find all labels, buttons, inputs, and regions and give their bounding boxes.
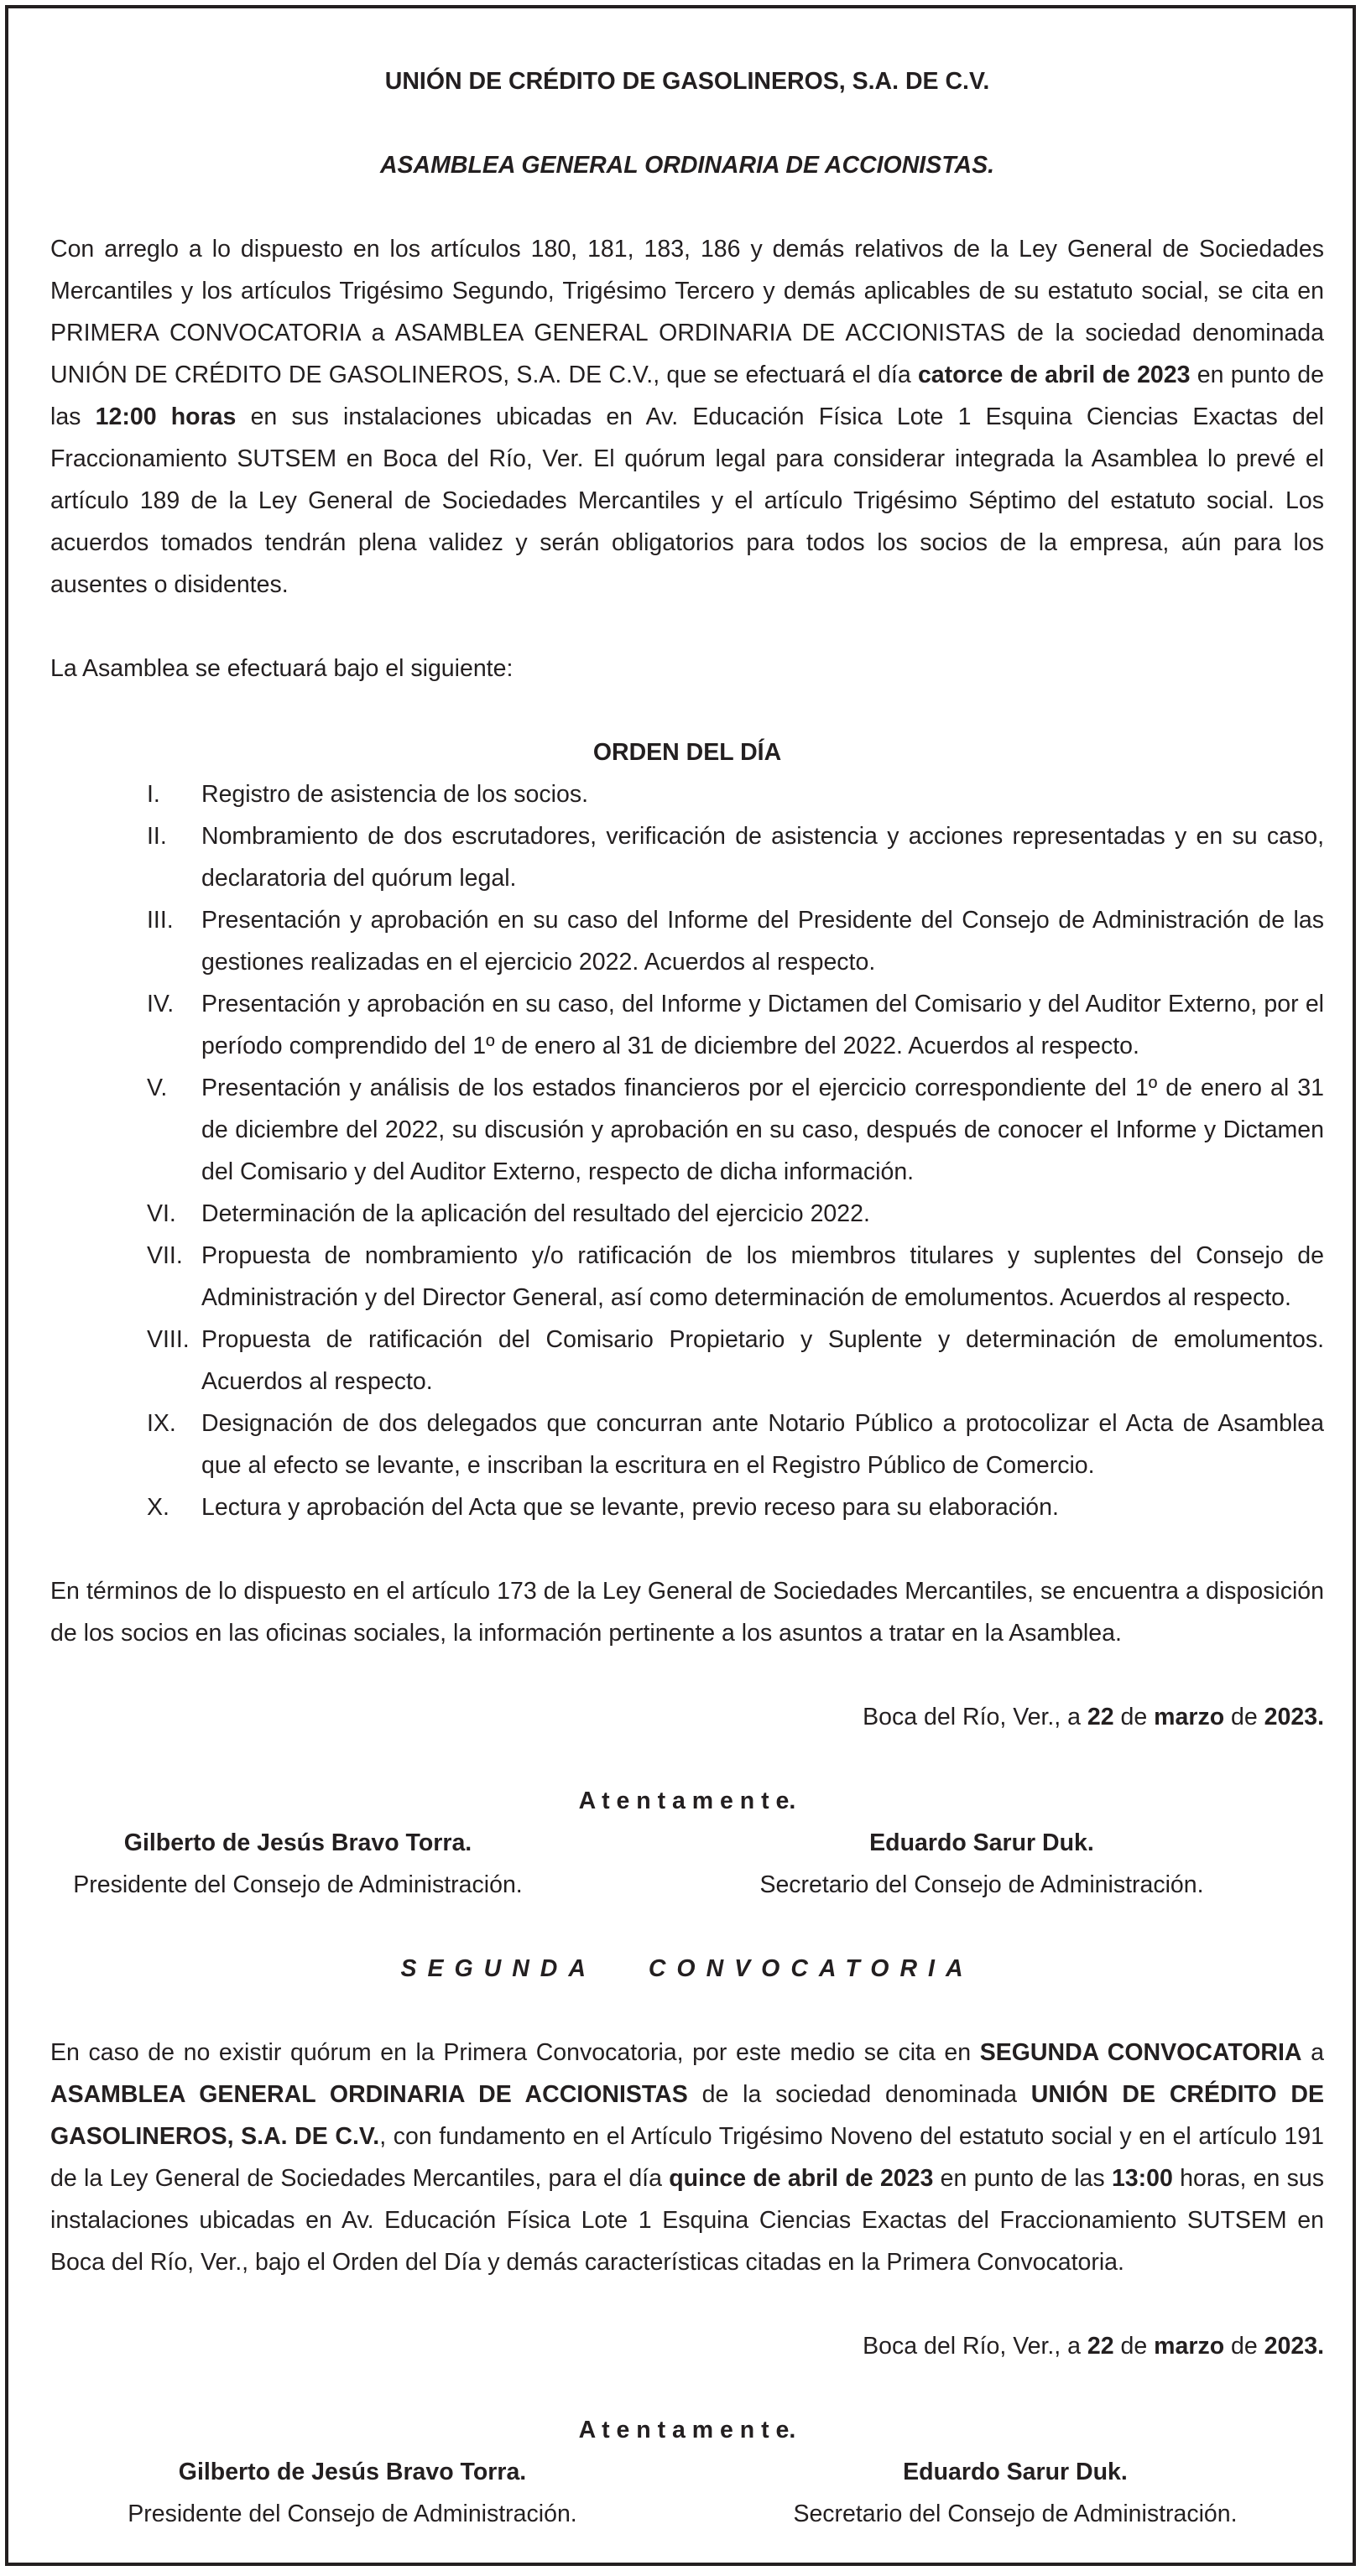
agenda-item-text: Presentación y aprobación en su caso del Informe del Presidente del Consejo de Administración de las gestiones realizadas en el ejercicio 2022. Acuerdos al respecto. — [201, 907, 1324, 976]
agenda-item-number: I. — [147, 781, 160, 808]
agenda-item-text: Nombramiento de dos escrutadores, verificación de asistencia y acciones representadas y en su caso, declaratoria del quórum legal. — [201, 823, 1324, 892]
intro-text-1: Con arreglo a lo dispuesto en los artículos 180, 181, 183, 186 y demás relativos de la Ley General de Sociedades Mercantiles y los artículos Trigésimo Segundo, Trigésimo Tercero y demás aplicables de su estatuto social, se cita en PRIMERA CONVOCATORIA a ASAMBLEA GENERAL ORDINARIA DE ACCIONISTAS de la sociedad denominada UNIÓN DE CRÉDITO DE GASOLINEROS, S.A. DE C.V., que se efectuará el día — [50, 236, 1324, 388]
second-call-text: horas, en sus instalaciones ubicadas en Av. Educación Física Lote 1 Esquina Ciencias Exactas del Fraccionamiento SUTSEM en Boca del Río, Ver., bajo el Orden del Día y demás características citadas en la Primera Convocatoria. — [50, 2165, 1324, 2276]
signer-role: Secretario del Consejo de Administración. — [759, 1871, 1204, 1898]
second-call-paragraph — [50, 2032, 1324, 2283]
place-date-sep: de — [1113, 2333, 1155, 2360]
agenda-item — [50, 1402, 1324, 1486]
second-call-date: quince de abril de 2023 — [669, 2165, 934, 2192]
agenda-item — [50, 983, 1324, 1067]
agenda-item-text: Lectura y aprobación del Acta que se levante, previo receso para su elaboración. — [201, 1494, 1059, 1521]
second-call-text: , con fundamento en el Artículo Trigésimo Noveno del estatuto social y en el artículo 191 de la Ley General de Sociedades Mercantiles, para el día — [50, 2123, 1324, 2192]
agenda-item-number: IX. — [147, 1410, 176, 1437]
intro-date: catorce de abril de 2023 — [917, 362, 1191, 388]
agenda-item-number: VII. — [147, 1242, 183, 1269]
agenda-item-number: VI. — [147, 1200, 176, 1227]
agenda-item-number: VIII. — [147, 1326, 190, 1353]
signer-left-2 — [50, 2451, 654, 2535]
agenda-title: ORDEN DEL DÍA — [592, 739, 782, 766]
agenda-item — [50, 1235, 1324, 1319]
signature-block-2 — [50, 2451, 1324, 2535]
second-call-text: a — [1301, 2039, 1324, 2066]
agenda-item — [50, 899, 1324, 983]
agenda-item-text: Registro de asistencia de los socios. — [201, 781, 588, 808]
agenda-item-text: Propuesta de ratificación del Comisario Propietario y Suplente y determinación de emolumentos. Acuerdos al respecto. — [201, 1326, 1324, 1395]
place-date-2 — [50, 2325, 1324, 2367]
second-call-bold: SEGUNDA CONVOCATORIA — [979, 2039, 1302, 2066]
second-call-bold: ASAMBLEA GENERAL ORDINARIA DE ACCIONISTAS — [50, 2081, 688, 2108]
second-call-text: de la sociedad denominada — [687, 2081, 1031, 2108]
agenda-item-text: Designación de dos delegados que concurran ante Notario Público a protocolizar el Acta de Asamblea que al efecto se levante, e inscriban la escritura en el Registro Público de Comercio. — [201, 1410, 1324, 1479]
place-date-prefix: Boca del Río, Ver., a — [863, 1704, 1087, 1730]
place-date-day: 22 — [1087, 1704, 1114, 1730]
company-title: UNIÓN DE CRÉDITO DE GASOLINEROS, S.A. DE C.V. — [384, 68, 990, 95]
intro-time: 12:00 horas — [95, 403, 237, 430]
agenda-item — [50, 815, 1324, 899]
signer-name: Gilberto de Jesús Bravo Torra. — [123, 1829, 472, 1856]
agenda-item-number: V. — [147, 1075, 168, 1101]
signer-name: Gilberto de Jesús Bravo Torra. — [178, 2459, 527, 2485]
signer-role: Secretario del Consejo de Administración. — [793, 2501, 1238, 2527]
agenda-item — [50, 1486, 1324, 1528]
document-body — [50, 8, 1324, 2535]
place-date-month: marzo — [1154, 2333, 1225, 2360]
agenda-item-number: III. — [147, 907, 174, 934]
agenda-item-number: X. — [147, 1494, 169, 1521]
assembly-subtitle: ASAMBLEA GENERAL ORDINARIA DE ACCIONISTAS. — [379, 152, 995, 179]
place-date-year: 2023. — [1264, 1704, 1324, 1730]
agenda-item-text: Presentación y aprobación en su caso, del Informe y Dictamen del Comisario y del Auditor Externo, por el período comprendido del 1º de enero al 31 de diciembre del 2022. Acuerdos al respecto. — [201, 991, 1324, 1059]
signer-role: Presidente del Consejo de Administración. — [73, 1871, 523, 1898]
closing-2: A t e n t a m e n t e. — [578, 2417, 796, 2443]
agenda-item — [50, 773, 1324, 815]
signer-name: Eduardo Sarur Duk. — [869, 1829, 1094, 1856]
signer-name: Eduardo Sarur Duk. — [903, 2459, 1128, 2485]
agenda-item — [50, 1067, 1324, 1193]
agenda-item — [50, 1193, 1324, 1235]
agenda-list — [50, 773, 1324, 1528]
agenda-item-text: Presentación y análisis de los estados financieros por el ejercicio correspondiente del 1º de enero al 31 de diciembre del 2022, su discusión y aprobación en su caso, después de conocer el Informe y Dictamen del Comisario y del Auditor Externo, respecto de dicha información. — [201, 1075, 1324, 1185]
document-frame — [5, 5, 1356, 2566]
closing-1: A t e n t a m e n t e. — [578, 1788, 796, 1814]
lead-in-text: La Asamblea se efectuará bajo el siguiente: — [50, 655, 514, 682]
second-call-text: En caso de no existir quórum en la Primera Convocatoria, por este medio se cita en — [50, 2039, 980, 2066]
signer-right-2 — [722, 2451, 1309, 2535]
place-date-day: 22 — [1087, 2333, 1114, 2360]
place-date-prefix: Boca del Río, Ver., a — [863, 2333, 1087, 2360]
agenda-item-text: Propuesta de nombramiento y/o ratificación de los miembros titulares y suplentes del Consejo de Administración y del Director General, así como determinación de emolumentos. Acuerdos al respecto. — [201, 1242, 1324, 1311]
place-date-sep: de — [1224, 2333, 1264, 2360]
second-call-bold: UNIÓN DE CRÉDITO DE GASOLINEROS, S.A. DE C.V. — [50, 2081, 1324, 2150]
availability-paragraph: En términos de lo dispuesto en el artículo 173 de la Ley General de Sociedades Mercantiles, se encuentra a disposición de los socios en las oficinas sociales, la información pertinente a los asuntos a tratar en la Asamblea. — [50, 1578, 1324, 1647]
place-date-year: 2023. — [1264, 2333, 1324, 2360]
agenda-item — [50, 1319, 1324, 1402]
place-date-1 — [50, 1696, 1324, 1738]
intro-text-2: en punto de las — [50, 362, 1324, 430]
place-date-sep: de — [1224, 1704, 1264, 1730]
place-date-month: marzo — [1154, 1704, 1225, 1730]
agenda-item-text: Determinación de la aplicación del resultado del ejercicio 2022. — [201, 1200, 870, 1227]
second-call-text: en punto de las — [933, 2165, 1112, 2192]
second-call-title: SEGUNDA CONVOCATORIA — [400, 1955, 974, 1982]
signer-role: Presidente del Consejo de Administración. — [128, 2501, 577, 2527]
intro-paragraph — [50, 228, 1324, 606]
place-date-sep: de — [1113, 1704, 1155, 1730]
agenda-item-number: IV. — [147, 991, 175, 1017]
intro-text-3: en sus instalaciones ubicadas en Av. Educación Física Lote 1 Esquina Ciencias Exactas del Fraccionamiento SUTSEM en Boca del Río, Ver. El quórum legal para considerar integrada la Asamblea lo prevé el artículo 189 de la Ley General de Sociedades Mercantiles y el artículo Trigésimo Séptimo del estatuto social. Los acuerdos tomados tendrán plena validez y serán obligatorios para todos los socios de la empresa, aún para los ausentes o disidentes. — [50, 403, 1325, 598]
second-call-time: 13:00 — [1111, 2165, 1173, 2192]
signature-block-1 — [50, 1822, 1324, 1906]
agenda-item-number: II. — [147, 823, 167, 850]
signer-right-1 — [688, 1822, 1275, 1906]
signer-left-1 — [50, 1822, 545, 1906]
